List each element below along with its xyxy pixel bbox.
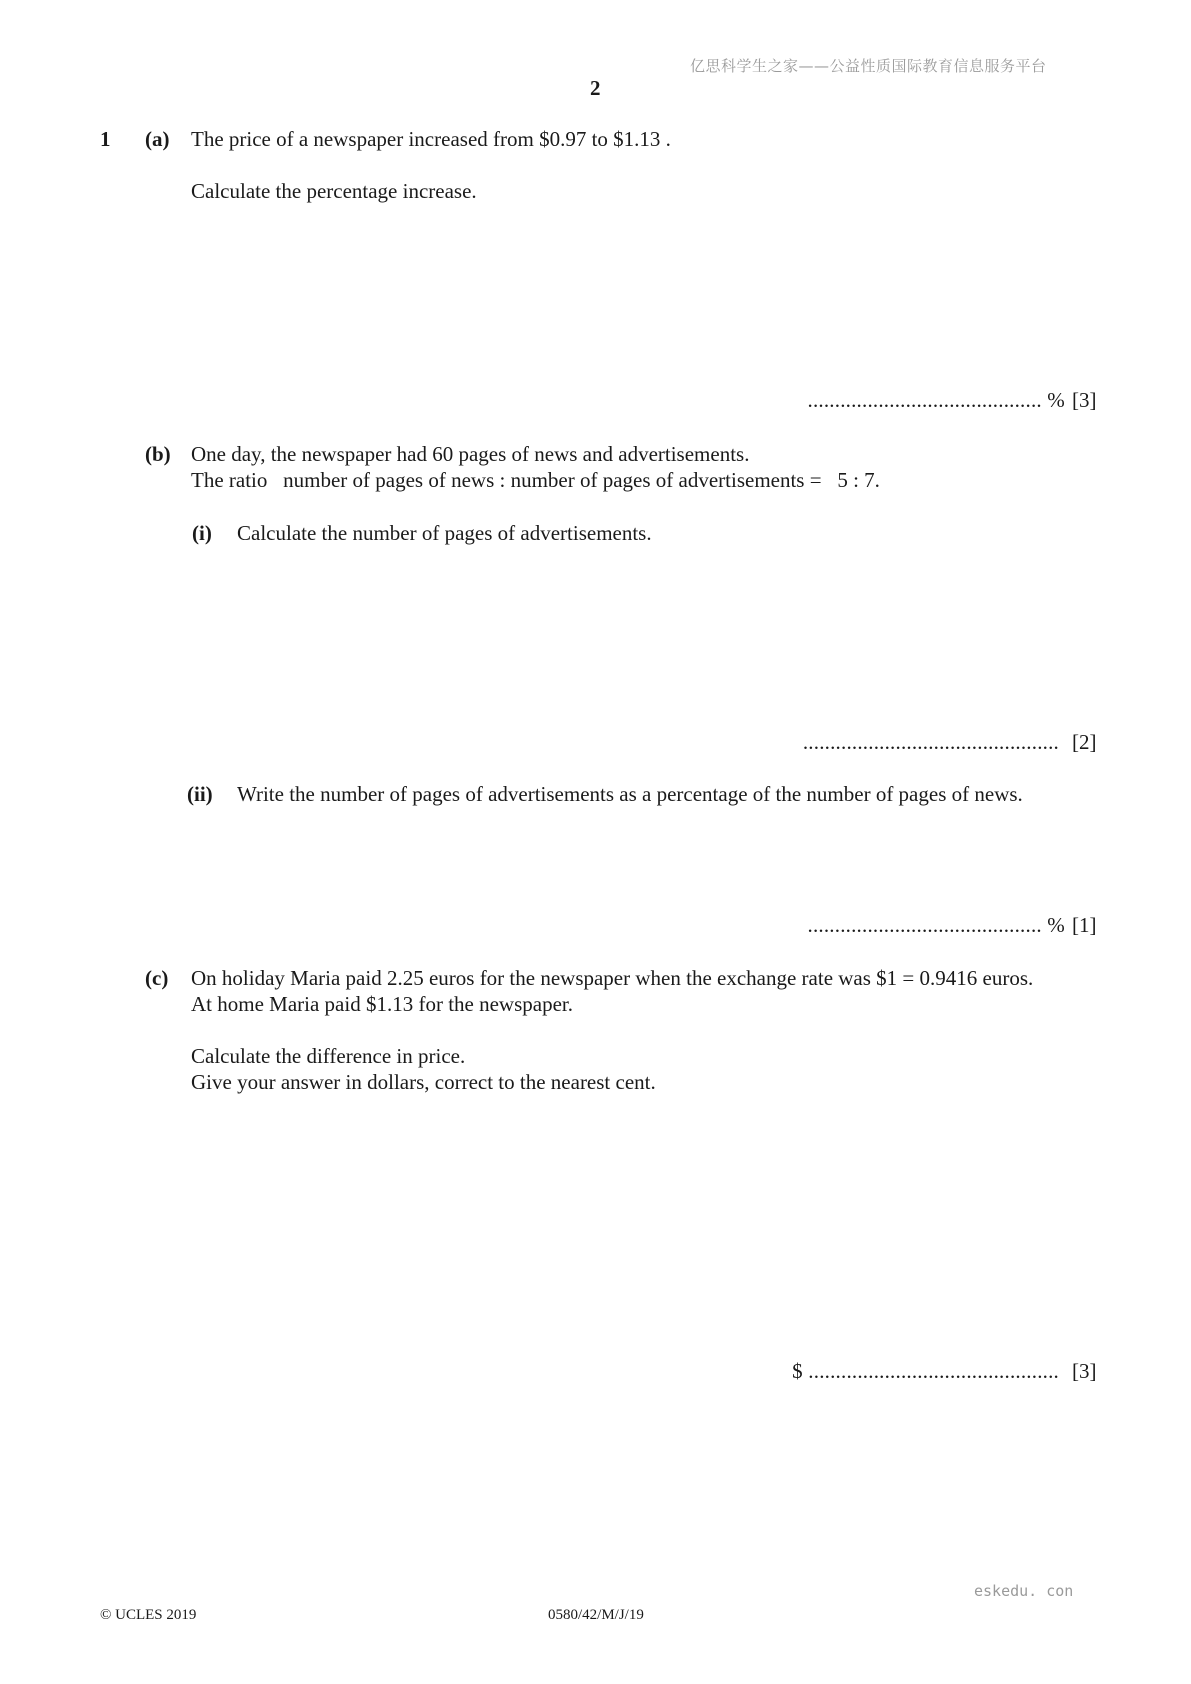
part-b-i-label: (i): [192, 521, 212, 545]
watermark-top: 亿思科学生之家——公益性质国际教育信息服务平台: [690, 57, 1047, 75]
page-number: 2: [590, 76, 601, 100]
question-number: 1: [100, 127, 111, 151]
part-a-marks: [3]: [1072, 388, 1097, 412]
part-a-label: (a): [145, 127, 170, 151]
part-b-i-marks: [2]: [1072, 730, 1097, 754]
footer-copyright: © UCLES 2019: [100, 1607, 197, 1623]
part-b-text1: One day, the newspaper had 60 pages of news and advertisements.: [191, 442, 750, 466]
part-b-ii-text: Write the number of pages of advertisements as a percentage of the number of pages of news.: [237, 782, 1023, 806]
part-a-answer-line[interactable]: ........................................... %: [807, 388, 1065, 412]
watermark-bottom: eskedu. con: [974, 1582, 1074, 1600]
part-b-i-answer-line[interactable]: ...............................................: [802, 730, 1059, 754]
part-a-text2: Calculate the percentage increase.: [191, 179, 477, 203]
part-b-text2: The ratio number of pages of news : number of pages of advertisements = 5 : 7.: [191, 468, 880, 492]
part-b-i-text: Calculate the number of pages of advertisements.: [237, 521, 652, 545]
part-b-ii-label: (ii): [187, 782, 213, 806]
part-b-ii-answer-line[interactable]: ........................................... %: [807, 913, 1065, 937]
part-c-marks: [3]: [1072, 1359, 1097, 1383]
part-a-text1: The price of a newspaper increased from $0.97 to $1.13 .: [191, 127, 671, 151]
part-c-text3: Calculate the difference in price.: [191, 1044, 466, 1068]
part-c-answer-line[interactable]: $ ..............................................: [792, 1359, 1059, 1383]
part-c-text4: Give your answer in dollars, correct to the nearest cent.: [191, 1070, 656, 1094]
footer-code: 0580/42/M/J/19: [548, 1607, 644, 1623]
part-c-text2: At home Maria paid $1.13 for the newspaper.: [191, 992, 573, 1016]
part-c-text1: On holiday Maria paid 2.25 euros for the newspaper when the exchange rate was $1 = 0.9416 euros.: [191, 966, 1034, 990]
part-b-label: (b): [145, 442, 171, 466]
part-b-ii-marks: [1]: [1072, 913, 1097, 937]
part-c-label: (c): [145, 966, 169, 990]
